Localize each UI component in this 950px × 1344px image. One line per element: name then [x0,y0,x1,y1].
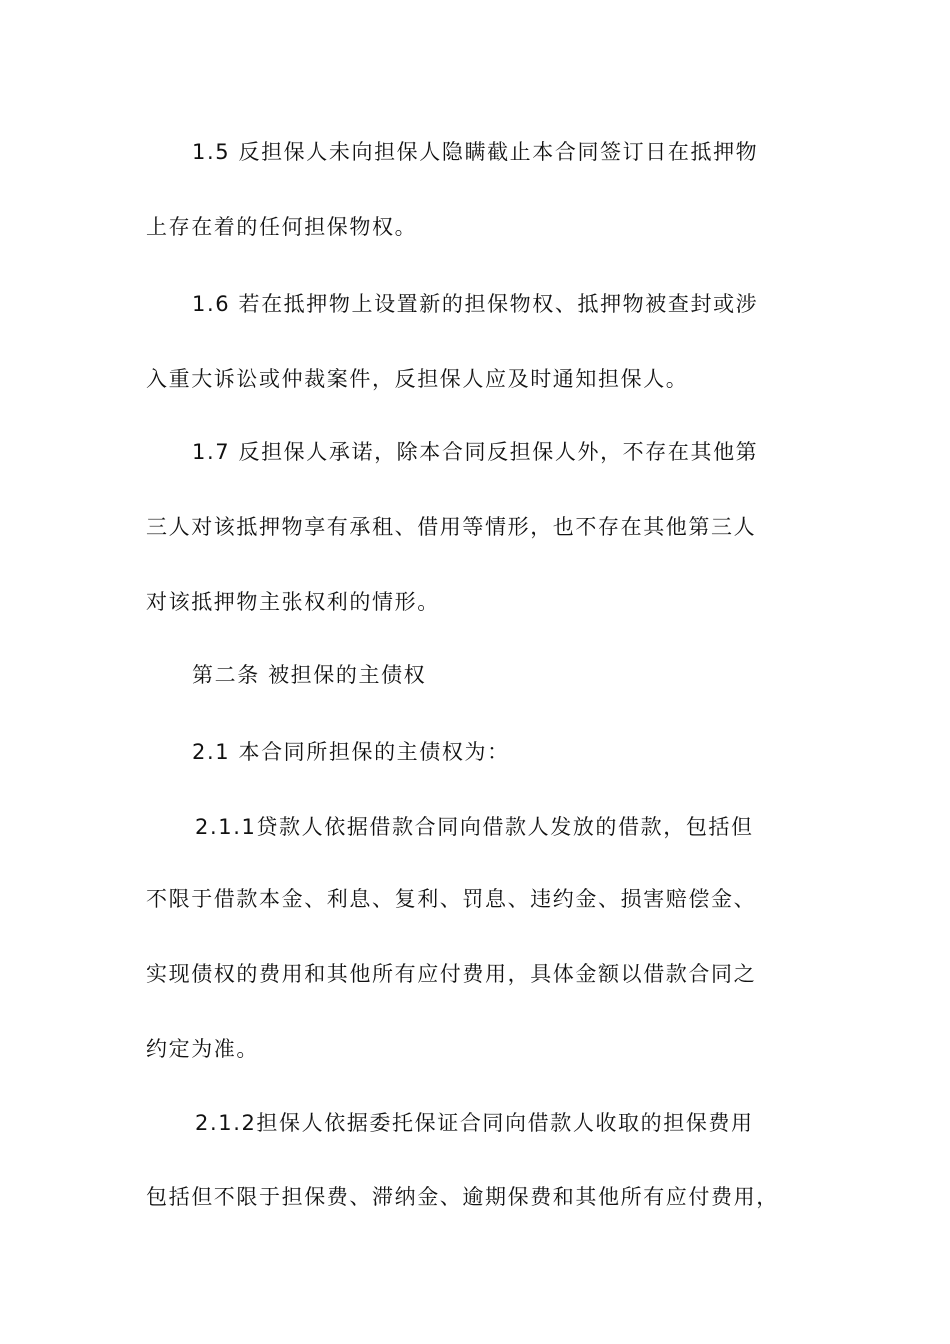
paragraph-2-1-1-line-2: 不限于借款本金、利息、复利、罚息、违约金、损害赔偿金、 [146,887,757,911]
paragraph-1-5-line-1: 1.5 反担保人未向担保人隐瞒截止本合同签订日在抵押物 [192,140,759,164]
paragraph-1-5-line-2: 上存在着的任何担保物权。 [146,215,418,239]
paragraph-2-1-1-line-4: 约定为准。 [146,1037,259,1061]
paragraph-2-1: 2.1 本合同所担保的主债权为： [192,740,510,764]
paragraph-1-7-line-3: 对该抵押物主张权利的情形。 [146,590,440,614]
paragraph-2-1-2-line-1: 2.1.2担保人依据委托保证合同向借款人收取的担保费用 [195,1111,754,1135]
paragraph-1-6-line-1: 1.6 若在抵押物上设置新的担保物权、抵押物被查封或涉 [192,292,759,316]
paragraph-1-7-line-1: 1.7 反担保人承诺，除本合同反担保人外，不存在其他第 [192,440,759,464]
paragraph-2-1-1-line-3: 实现债权的费用和其他所有应付费用，具体金额以借款合同之 [146,962,757,986]
paragraph-1-7-line-2: 三人对该抵押物享有承租、借用等情形，也不存在其他第三人 [146,515,757,539]
section-heading-article-2: 第二条 被担保的主债权 [192,663,427,687]
paragraph-2-1-2-line-2: 包括但不限于担保费、滞纳金、逾期保费和其他所有应付费用， [146,1185,779,1209]
paragraph-2-1-1-line-1: 2.1.1贷款人依据借款合同向借款人发放的借款，包括但 [195,815,754,839]
paragraph-1-6-line-2: 入重大诉讼或仲裁案件，反担保人应及时通知担保人。 [146,367,689,391]
